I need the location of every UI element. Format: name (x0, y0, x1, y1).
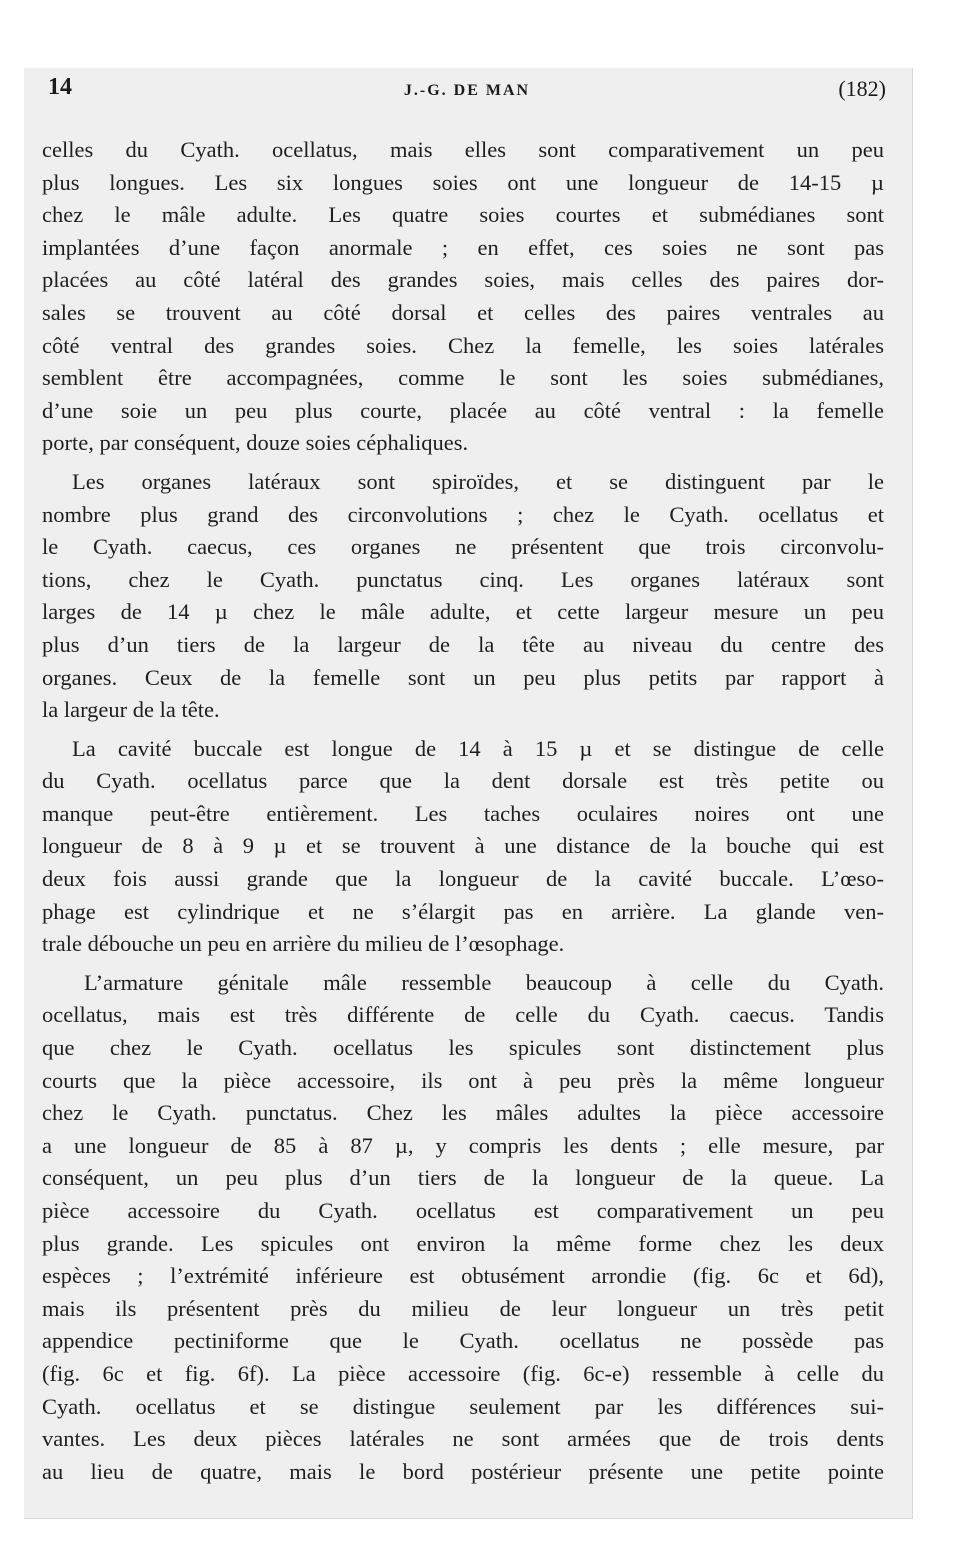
text-line: sales se trouvent au côté dorsal et celles des paires ventrales au (42, 299, 884, 325)
text-line: appendice pectiniforme que le Cyath. ocellatus ne possède pas (42, 1328, 884, 1354)
text-line: celles du Cyath. ocellatus, mais elles sont comparativement un peu (42, 137, 884, 162)
text-line: plus grande. Les spicules ont environ la même forme chez les deux (42, 1230, 884, 1256)
text-line: pièce accessoire du Cyath. ocellatus est comparativement un peu (42, 1198, 884, 1223)
text-line: ocellatus, mais est très différente de celle du Cyath. caecus. Tandis (42, 1002, 884, 1028)
text-line: semblent être accompagnées, comme le sont les soies submédianes, (42, 365, 884, 391)
text-line: longueur de 8 à 9 µ et se trouvent à une distance de la bouche qui est (42, 833, 884, 859)
text-line: plus longues. Les six longues soies ont une longueur de 14-15 µ (42, 169, 884, 195)
text-line: nombre plus grand des circonvolutions ; chez le Cyath. ocellatus et (42, 501, 884, 527)
text-line: vantes. Les deux pièces latérales ne sont armées que de trois dents (42, 1426, 884, 1452)
text-line: au lieu de quatre, mais le bord postérieur présente une petite pointe (42, 1458, 884, 1484)
text-line: d’une soie un peu plus courte, placée au côté ventral : la femelle (42, 397, 884, 423)
text-line: chez le mâle adulte. Les quatre soies courtes et submédianes sont (42, 202, 884, 228)
text-line: a une longueur de 85 à 87 µ, y compris les dents ; elle mesure, par (42, 1132, 884, 1158)
author-heading: J.-G. DE MAN (403, 82, 531, 99)
text-line: deux fois aussi grande que la longueur de la cavité buccale. L’œso- (42, 866, 884, 892)
text-line: le Cyath. caecus, ces organes ne présentent que trois circonvolu- (42, 534, 884, 560)
text-line: mais ils présentent près du milieu de leur longueur un très petit (42, 1295, 884, 1321)
text-line: Cyath. ocellatus et se distingue seulement par les différences sui- (42, 1393, 884, 1419)
text-line: conséquent, un peu plus d’un tiers de la longueur de la queue. La (42, 1165, 884, 1191)
text-line: plus d’un tiers de la largeur de la tête au niveau du centre des (42, 631, 884, 657)
text-line: porte, par conséquent, douze soies céphaliques. (42, 430, 469, 456)
original-page-number: (182) (838, 76, 886, 101)
text-line: la largeur de la tête. (42, 697, 220, 723)
text-line: manque peut-être entièrement. Les taches oculaires noires ont une (42, 800, 884, 826)
text-line: courts que la pièce accessoire, ils ont à peu près la même longueur (42, 1067, 884, 1093)
paragraph-3 (42, 733, 884, 961)
text-line: côté ventral des grandes soies. Chez la femelle, les soies latérales (42, 332, 884, 358)
paragraph-4 (42, 967, 884, 1489)
text-line: chez le Cyath. punctatus. Chez les mâles adultes la pièce accessoire (42, 1100, 884, 1126)
text-line: (fig. 6c et fig. 6f). La pièce accessoire (fig. 6c-e) ressemble à celle du (42, 1360, 884, 1386)
text-line: placées au côté latéral des grandes soies, mais celles des paires dor- (42, 267, 884, 293)
paragraph-1 (42, 134, 884, 460)
text-line: trale débouche un peu en arrière du milieu de l’œsophage. (42, 931, 565, 957)
text-line: implantées d’une façon anormale ; en effet, ces soies ne sont pas (42, 234, 884, 260)
text-line: tions, chez le Cyath. punctatus cinq. Les organes latéraux sont (42, 566, 884, 592)
text-line: espèces ; l’extrémité inférieure est obtusément arrondie (fig. 6c et 6d), (42, 1263, 884, 1289)
text-line: larges de 14 µ chez le mâle adulte, et cette largeur mesure un peu (42, 599, 884, 625)
running-head (48, 74, 886, 106)
text-line: du Cyath. ocellatus parce que la dent dorsale est très petite ou (42, 768, 884, 794)
paragraph-2 (42, 466, 884, 727)
text-line: organes. Ceux de la femelle sont un peu plus petits par rapport à (42, 664, 884, 690)
body-text (42, 134, 884, 1488)
page-number: 14 (48, 74, 72, 100)
text-line: que chez le Cyath. ocellatus les spicules sont distinctement plus (42, 1035, 884, 1061)
text-line: La cavité buccale est longue de 14 à 15 µ et se distingue de celle (72, 735, 884, 761)
text-line: phage est cylindrique et ne s’élargit pas en arrière. La glande ven- (42, 898, 884, 924)
text-line: L’armature génitale mâle ressemble beaucoup à celle du Cyath. (84, 969, 884, 995)
text-line: Les organes latéraux sont spiroïdes, et se distinguent par le (72, 468, 884, 494)
